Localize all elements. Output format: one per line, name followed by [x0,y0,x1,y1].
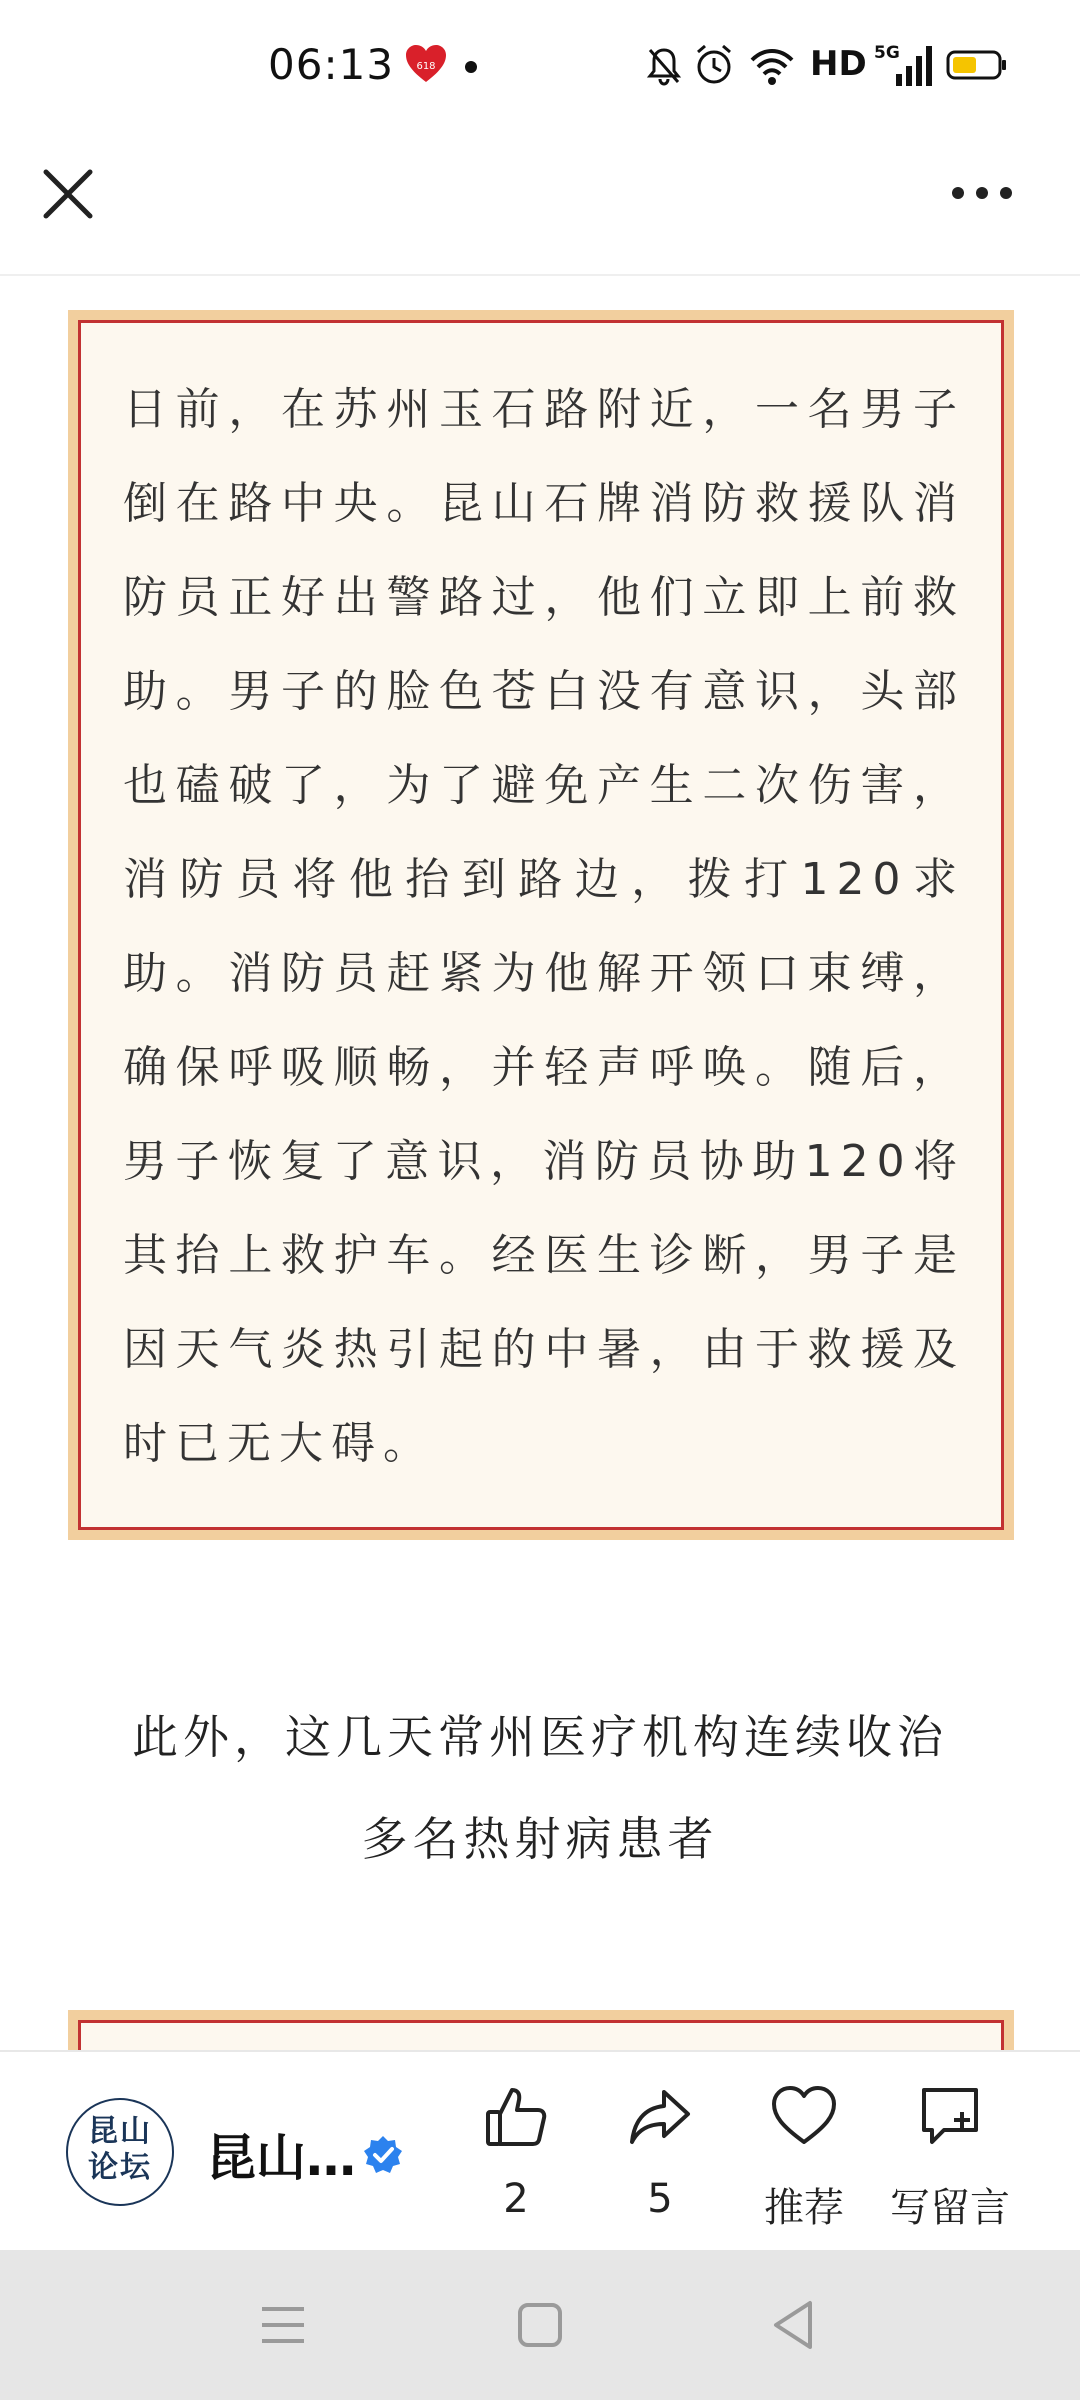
top-nav [0,130,1080,276]
avatar-line-1: 昆山 [88,2114,152,2149]
recommend-button[interactable] [734,2084,874,2234]
notification-dot [465,61,477,73]
alarm-icon [694,44,734,86]
bottom-action-bar [0,2050,1080,2252]
avatar-logo-text [68,2114,172,2186]
badge-text: 618 [416,61,436,72]
home-square-icon[interactable] [516,2295,564,2355]
signal-label: 5G [874,43,900,63]
like-count: 2 [503,2176,529,2222]
signal-icon [874,42,932,88]
status-bar [0,0,1080,130]
status-time: 06:13 [268,40,395,89]
quote-box-inner [78,320,1004,1530]
verified-badge-icon [362,2134,404,2176]
share-arrow-icon[interactable] [628,2084,692,2150]
comment-label: 写留言 [890,2185,1010,2231]
quote-text: 日前，在苏州玉石路附近，一名男子倒在路中央。昆山石牌消防救援队消防员正好出警路过，他们立即上前救助。男子的脸色苍白没有意识，头部也磕破了，为了避免产生二次伤害，消防员将他抬到路边，拨打120求助。消防员赶紧为他解开领口束缚，确保呼吸顺畅，并轻声呼唤。随后，男子恢复了意识，消防员协助120将其抬上救护车。经医生诊断，男子是因天气炎热引起的中暑，由于救援及时已无大碍。 [123,384,965,1469]
more-options-button[interactable] [944,168,1020,218]
close-icon[interactable] [34,160,102,228]
account-name[interactable]: 昆山… [206,2129,356,2187]
close-button[interactable] [34,160,102,228]
battery-icon [946,50,1008,80]
system-navigation-bar [0,2250,1080,2400]
article-caption [110,1686,970,1890]
heart-icon[interactable] [772,2084,836,2150]
like-button[interactable] [446,2084,586,2234]
shopping-festival-badge-icon [404,44,448,84]
back-triangle-icon[interactable] [770,2295,818,2355]
thumbs-up-icon[interactable] [484,2084,548,2150]
avatar-line-2: 论坛 [88,2150,152,2185]
account-avatar[interactable] [66,2098,174,2206]
quote-box [68,310,1014,1540]
recommend-label: 推荐 [764,2185,844,2231]
write-comment-button[interactable] [880,2084,1020,2234]
menu-icon[interactable] [258,2295,308,2355]
share-button[interactable] [590,2084,730,2234]
caption-line-1: 此外，这几天常州医疗机构连续收治 [132,1710,948,1764]
caption-line-2: 多名热射病患者 [361,1812,719,1866]
comment-add-icon[interactable] [918,2084,982,2150]
wifi-icon [748,46,796,86]
network-label: HD [810,44,867,84]
more-icon[interactable] [944,168,1020,218]
mute-bell-icon [646,46,682,86]
share-count: 5 [647,2176,673,2222]
